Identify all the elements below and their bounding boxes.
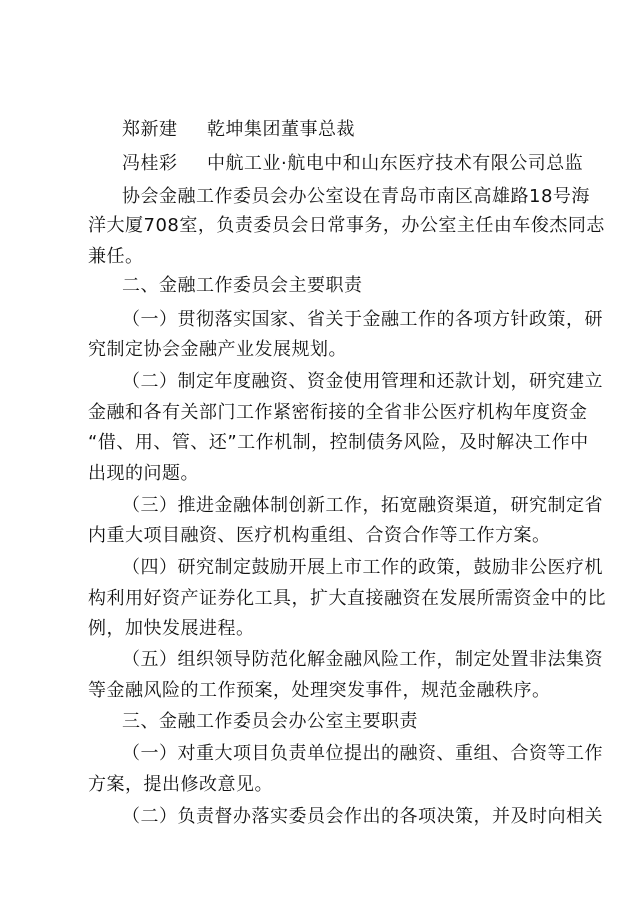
member-row (0, 113, 640, 147)
text-line: 究制定协会金融产业发展规划。 (88, 339, 347, 360)
text-line: 出现的问题。 (88, 463, 199, 484)
text-line: 洋大厦708室，负责委员会日常事务，办公室主任由车俊杰同志 (88, 215, 605, 236)
section-heading: 二、金融工作委员会主要职责 (122, 275, 363, 296)
text-line: （五）组织领导防范化解金融风险工作，制定处置非法集资 (122, 649, 603, 670)
member-title: 中航工业·航电中和山东医疗技术有限公司总监 (207, 153, 584, 174)
text-line: 内重大项目融资、医疗机构重组、合资合作等工作方案。 (88, 525, 551, 546)
member-name: 郑新建 (122, 119, 178, 140)
text-line: 金融和各有关部门工作紧密衔接的全省非公医疗机构年度资金 (88, 402, 588, 423)
text-line: （四）研究制定鼓励开展上市工作的政策，鼓励非公医疗机 (122, 557, 603, 578)
text-line: 协会金融工作委员会办公室设在青岛市南区高雄路18号海 (122, 186, 590, 207)
text-line: 兼任。 (88, 246, 144, 267)
text-line: （三）推进金融体制创新工作，拓宽融资渠道，研究制定省 (122, 495, 603, 516)
member-name: 冯桂彩 (122, 153, 178, 174)
text-line: 例，加快发展进程。 (88, 618, 255, 639)
text-line: （二）制定年度融资、资金使用管理和还款计划，研究建立 (122, 371, 603, 392)
member-row (0, 147, 640, 181)
text-line: “借、用、管、还”工作机制，控制债务风险，及时解决工作中 (88, 432, 589, 453)
text-line: 方案，提出修改意见。 (88, 774, 273, 795)
section-heading: 三、金融工作委员会办公室主要职责 (122, 711, 418, 732)
text-line: （二）负责督办落实委员会作出的各项决策，并及时向相关 (122, 806, 603, 827)
text-line: （一）对重大项目负责单位提出的融资、重组、合资等工作 (122, 743, 603, 764)
member-title: 乾坤集团董事总裁 (207, 119, 355, 140)
text-line: 等金融风险的工作预案，处理突发事件，规范金融秩序。 (88, 680, 551, 701)
text-line: 构利用好资产证券化工具，扩大直接融资在发展所需资金中的比 (88, 588, 606, 609)
text-line: （一）贯彻落实国家、省关于金融工作的各项方针政策，研 (122, 309, 603, 330)
